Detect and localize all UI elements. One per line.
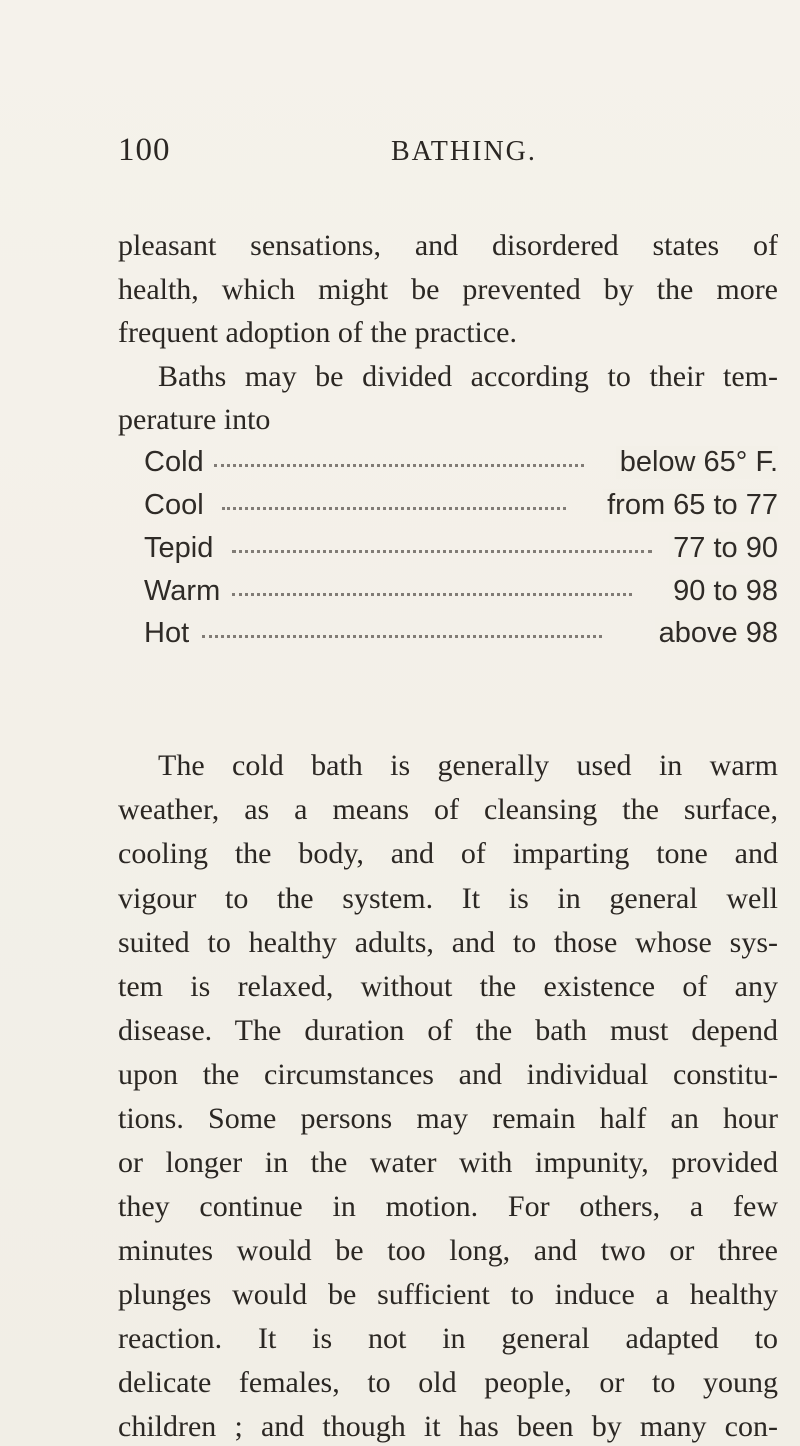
- bath-name: Tepid: [144, 532, 214, 564]
- body-line-13: plunges would be sufficient to induce a healthy: [118, 1278, 778, 1311]
- temperature-row: [144, 575, 784, 607]
- intro-line-5: perature into: [118, 403, 271, 436]
- body-line-7: disease. The duration of the bath must depend: [118, 1014, 778, 1047]
- temperature-range: 90 to 98: [669, 575, 778, 608]
- body-line-3: cooling the body, and of imparting tone and: [118, 837, 778, 870]
- body-line-2: weather, as a means of cleansing the surface,: [118, 793, 778, 826]
- running-head: BATHING.: [391, 136, 537, 167]
- intro-line-2: health, which might be prevented by the more: [118, 273, 778, 306]
- temperature-row: [144, 489, 784, 521]
- bath-name: Hot: [144, 617, 190, 649]
- body-line-6: tem is relaxed, without the existence of any: [118, 970, 778, 1003]
- body-line-16: children ; and though it has been by many con-: [118, 1410, 778, 1443]
- temperature-row: [144, 446, 784, 478]
- dotted-leader: [222, 507, 566, 512]
- body-line-9: tions. Some persons may remain half an hour: [118, 1102, 778, 1135]
- body-line-11: they continue in motion. For others, a few: [118, 1190, 778, 1223]
- body-line-12: minutes would be too long, and two or three: [118, 1234, 778, 1267]
- intro-line-3: frequent adoption of the practice.: [118, 316, 517, 349]
- body-line-14: reaction. It is not in general adapted to: [118, 1322, 778, 1355]
- bath-name: Warm: [144, 575, 221, 607]
- dotted-leader: [202, 635, 602, 640]
- temperature-range: below 65° F.: [616, 446, 778, 479]
- body-line-4: vigour to the system. It is in general well: [118, 882, 778, 915]
- dotted-leader: [232, 550, 652, 555]
- body-line-8: upon the circumstances and individual constitu-: [118, 1058, 778, 1091]
- dotted-leader: [214, 464, 584, 469]
- page-header: [118, 132, 758, 172]
- body-line-10: or longer in the water with impunity, provided: [118, 1146, 778, 1179]
- temperature-range: 77 to 90: [669, 532, 778, 565]
- page-number: 100: [118, 132, 171, 168]
- temperature-range: from 65 to 77: [603, 489, 778, 522]
- body-line-1: The cold bath is generally used in warm: [158, 749, 778, 782]
- temperature-table: [144, 419, 784, 689]
- temperature-row: [144, 617, 784, 649]
- dotted-leader: [232, 593, 632, 598]
- temperature-row: [144, 532, 784, 564]
- temperature-range: above 98: [655, 617, 778, 650]
- body-line-15: delicate females, to old people, or to young: [118, 1366, 778, 1399]
- bath-name: Cool: [144, 489, 204, 521]
- intro-line-1: pleasant sensations, and disordered states of: [118, 229, 778, 262]
- intro-line-4: Baths may be divided according to their tem-: [158, 360, 778, 393]
- bath-name: Cold: [144, 446, 204, 478]
- body-line-5: suited to healthy adults, and to those whose sys-: [118, 926, 778, 959]
